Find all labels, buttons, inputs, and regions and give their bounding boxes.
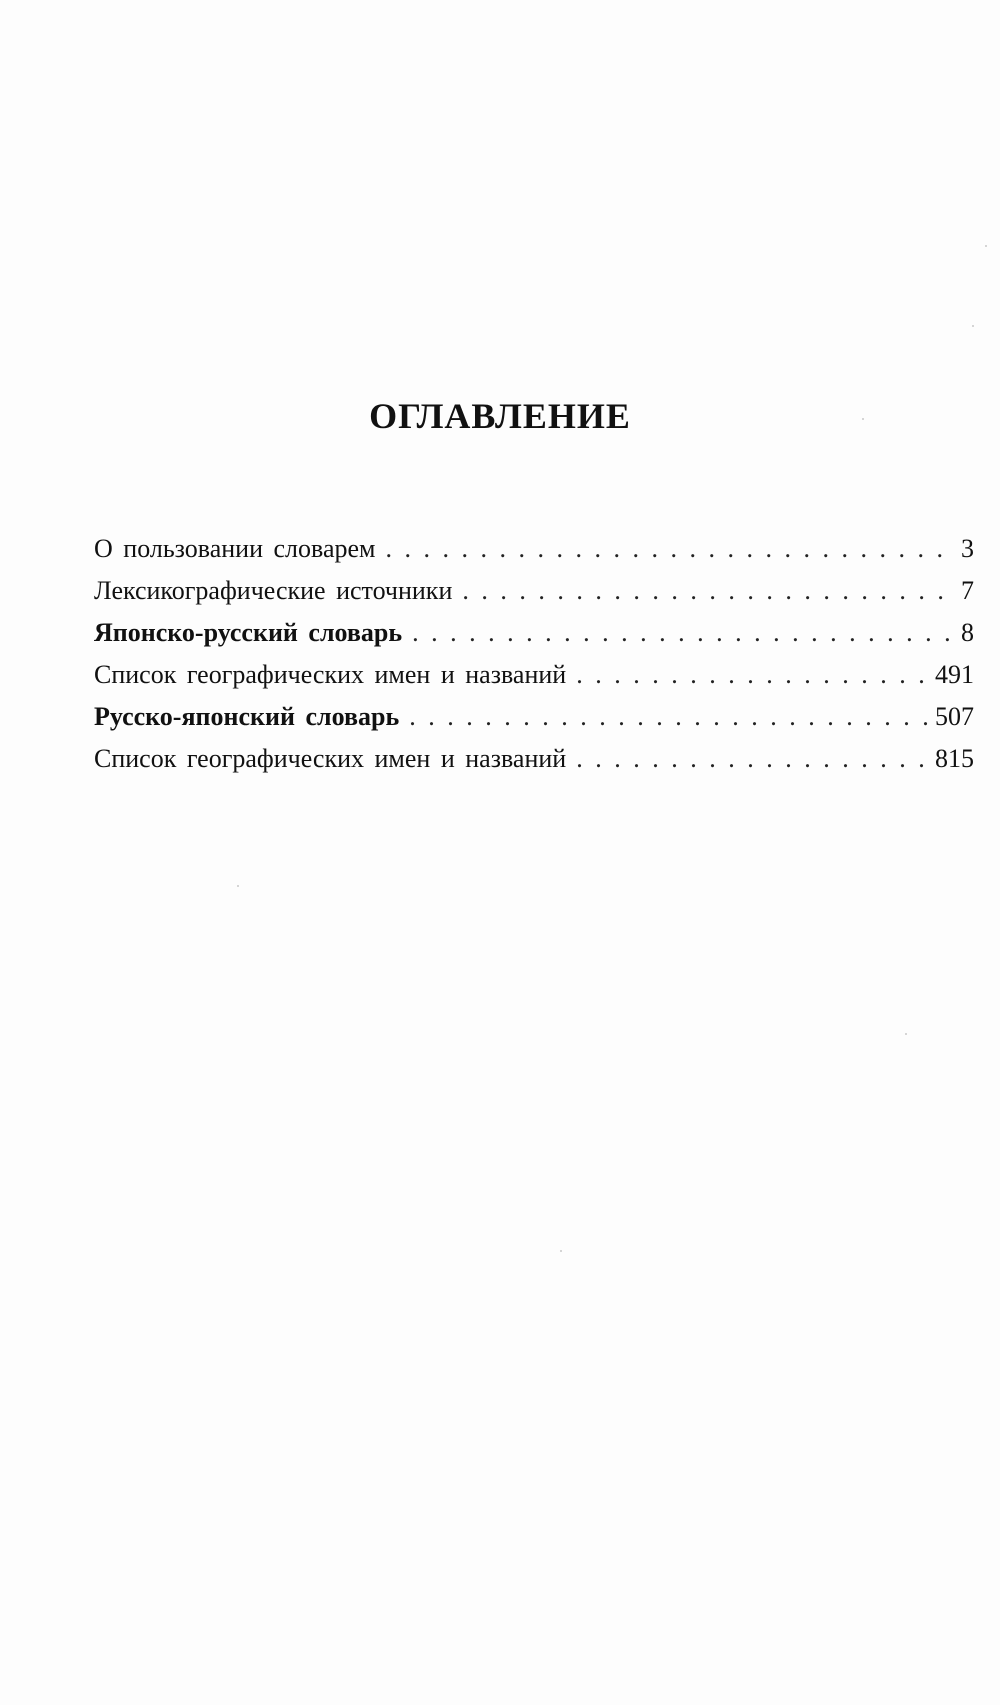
toc-entry-label: О пользовании словарем xyxy=(94,534,376,563)
toc-entry-page: 491 xyxy=(935,660,974,689)
toc-entry-label: Русско-японский словарь xyxy=(94,702,400,731)
table-of-contents xyxy=(94,528,974,780)
paper-speck xyxy=(237,885,239,887)
paper-speck xyxy=(985,245,987,247)
toc-entry-label: Лексикографические источники xyxy=(94,576,453,605)
dot-leader xyxy=(576,654,929,696)
dot-leader xyxy=(462,570,955,612)
toc-entry-label: Японско-русский словарь xyxy=(94,618,403,647)
toc-entry-label: Список географических имен и названий xyxy=(94,744,567,773)
paper-speck xyxy=(972,325,974,327)
dot-leader xyxy=(409,696,929,738)
dot-leader xyxy=(412,612,955,654)
toc-entry-label: Список географических имен и названий xyxy=(94,660,567,689)
paper-speck xyxy=(905,1033,907,1035)
toc-entry[interactable] xyxy=(94,738,974,780)
page-title: ОГЛАВЛЕНИЕ xyxy=(369,396,631,436)
dot-leader xyxy=(386,528,956,570)
paper-speck xyxy=(560,1250,562,1252)
toc-entry-page: 3 xyxy=(961,534,974,563)
toc-entry-page: 8 xyxy=(961,618,974,647)
toc-entry[interactable] xyxy=(94,528,974,570)
toc-entry[interactable] xyxy=(94,612,974,654)
toc-entry-page: 815 xyxy=(935,744,974,773)
dot-leader xyxy=(576,738,929,780)
toc-entry[interactable] xyxy=(94,696,974,738)
toc-entry[interactable] xyxy=(94,570,974,612)
paper-speck xyxy=(862,418,864,420)
toc-entry-page: 7 xyxy=(961,576,974,605)
toc-entry[interactable] xyxy=(94,654,974,696)
toc-entry-page: 507 xyxy=(935,702,974,731)
